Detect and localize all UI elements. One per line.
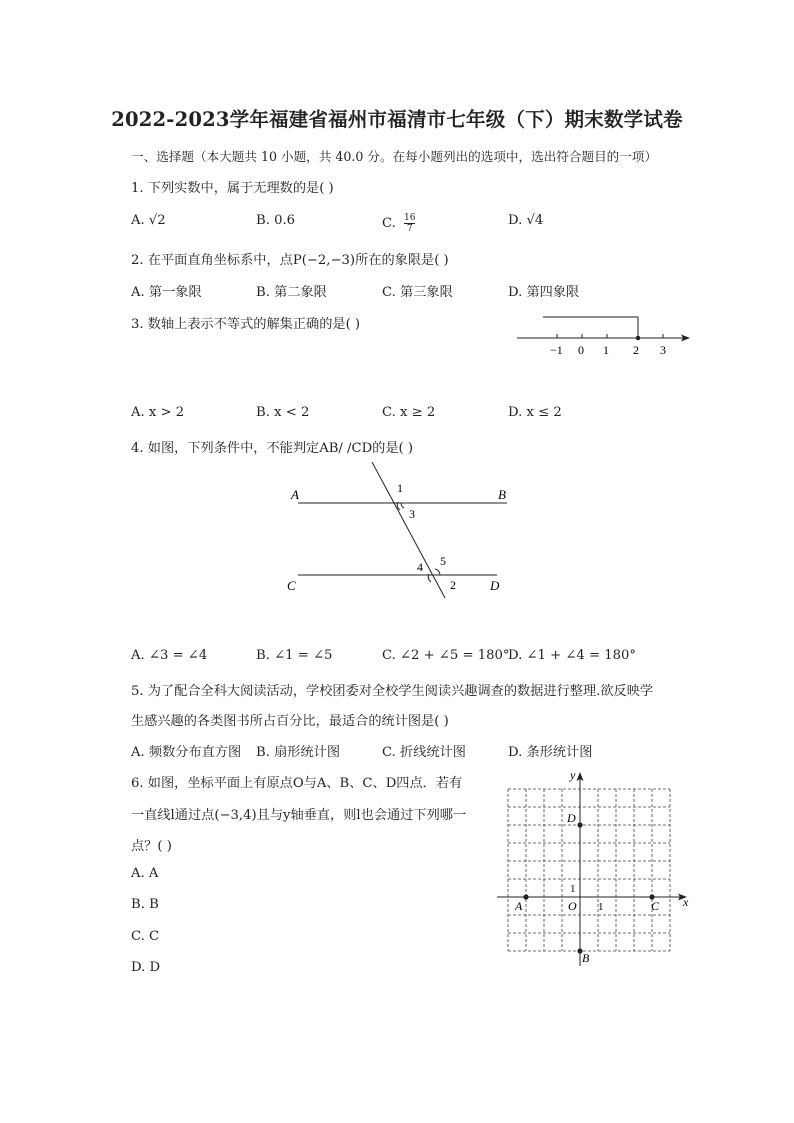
q2-option-c: C. 第三象限 bbox=[382, 285, 453, 300]
q5-option-a: A. 频数分布直方图 bbox=[131, 745, 242, 760]
q3-option-a: A. x > 2 bbox=[131, 405, 185, 420]
q4-option-b: B. ∠1 = ∠5 bbox=[256, 648, 333, 663]
tick-label: 1 bbox=[603, 343, 609, 357]
parallel-lines-figure bbox=[280, 462, 510, 602]
question-5-stem-line1: 5. 为了配合全科大阅读活动，学校团委对全校学生阅读兴趣调查的数据进行整理.欲反映学 bbox=[131, 684, 654, 699]
page-title: 2022-2023学年福建省福州市福清市七年级（下）期末数学试卷 bbox=[111, 108, 683, 131]
angle-arc bbox=[401, 503, 404, 508]
angle-label-3: 3 bbox=[409, 507, 415, 521]
tick-label: 3 bbox=[660, 343, 666, 357]
q4-option-c: C. ∠2 + ∠5 = 180° bbox=[382, 648, 510, 663]
point-label-a: A bbox=[515, 899, 523, 913]
angle-label-5: 5 bbox=[440, 554, 446, 568]
q2-option-b: B. 第二象限 bbox=[256, 285, 327, 300]
q4-option-a: A. ∠3 = ∠4 bbox=[131, 648, 208, 663]
y-unit-label: 1 bbox=[570, 883, 576, 895]
point-label-b: B bbox=[498, 487, 506, 502]
q1-option-b: B. 0.6 bbox=[256, 213, 296, 228]
q3-option-b: B. x < 2 bbox=[256, 405, 310, 420]
question-6-stem-line1: 6. 如图，坐标平面上有原点O与A、B、C、D四点．若有 bbox=[131, 776, 463, 791]
q2-option-d: D. 第四象限 bbox=[508, 285, 580, 300]
q4-option-d: D. ∠1 + ∠4 = 180° bbox=[508, 648, 636, 663]
question-5-stem-line2: 生感兴趣的各类图书所占百分比，最适合的统计图是( ) bbox=[131, 714, 449, 729]
q6-option-c: C. C bbox=[131, 929, 160, 944]
dashed-grid bbox=[508, 789, 670, 951]
q5-option-b: B. 扇形统计图 bbox=[256, 745, 341, 760]
question-4-stem: 4. 如图，下列条件中，不能判定AB/ /CD的是( ) bbox=[131, 441, 414, 456]
point-label-c: C bbox=[651, 899, 660, 913]
question-6-stem-line2: 一直线l通过点(−3,4)且与y轴垂直，则l也会通过下列哪一 bbox=[131, 808, 467, 823]
transversal-line bbox=[372, 462, 445, 598]
angle-arc bbox=[435, 569, 440, 575]
q1-option-c bbox=[382, 213, 415, 234]
q3-option-c: C. x ≥ 2 bbox=[382, 405, 436, 420]
solid-point bbox=[636, 336, 641, 341]
y-axis-label: y bbox=[570, 768, 576, 782]
q6-option-b: B. B bbox=[131, 897, 159, 912]
tick-label: 2 bbox=[633, 343, 639, 357]
question-1-stem: 1. 下列实数中，属于无理数的是( ) bbox=[131, 181, 334, 196]
number-line-figure bbox=[510, 310, 695, 360]
angle-label-4: 4 bbox=[417, 560, 423, 574]
origin-label: O bbox=[568, 899, 577, 913]
fraction-numerator: 16 bbox=[404, 213, 416, 223]
question-3-stem: 3. 数轴上表示不等式的解集正确的是( ) bbox=[131, 317, 361, 332]
question-2-stem: 2. 在平面直角坐标系中，点P(−2,−3)所在的象限是( ) bbox=[131, 253, 449, 268]
q5-option-d: D. 条形统计图 bbox=[508, 745, 593, 760]
fraction-denominator: 7 bbox=[406, 224, 413, 234]
tick-label: 0 bbox=[578, 343, 584, 357]
x-axis-label: x bbox=[683, 895, 689, 909]
q6-option-d: D. D bbox=[131, 960, 161, 975]
point-label-c: C bbox=[287, 578, 296, 593]
point-label-d: D bbox=[490, 578, 500, 593]
fraction bbox=[404, 213, 415, 234]
question-6-stem-line3: 点？( ) bbox=[131, 839, 172, 854]
point-d bbox=[577, 822, 582, 827]
angle-label-1: 1 bbox=[397, 481, 403, 495]
coordinate-grid-figure bbox=[495, 768, 695, 968]
angle-label-2: 2 bbox=[450, 578, 456, 592]
q1-option-a: A. √2 bbox=[131, 213, 166, 228]
point-label-b: B bbox=[582, 951, 590, 965]
q2-option-a: A. 第一象限 bbox=[131, 285, 202, 300]
x-unit-label: 1 bbox=[598, 901, 604, 913]
q1-option-c-label: C. bbox=[382, 216, 396, 231]
point-label-d: D bbox=[567, 811, 576, 825]
q1-option-d: D. √4 bbox=[508, 213, 544, 228]
q3-option-d: D. x ≤ 2 bbox=[508, 405, 562, 420]
point-label-a: A bbox=[291, 487, 299, 502]
q5-option-c: C. 折线统计图 bbox=[382, 745, 466, 760]
q6-option-a: A. A bbox=[131, 866, 159, 881]
section-heading: 一、选择题（本大题共 10 小题，共 40.0 分。在每小题列出的选项中，选出符合题目的一项） bbox=[131, 149, 658, 164]
point-a bbox=[523, 894, 528, 899]
tick-label: −1 bbox=[550, 343, 563, 357]
